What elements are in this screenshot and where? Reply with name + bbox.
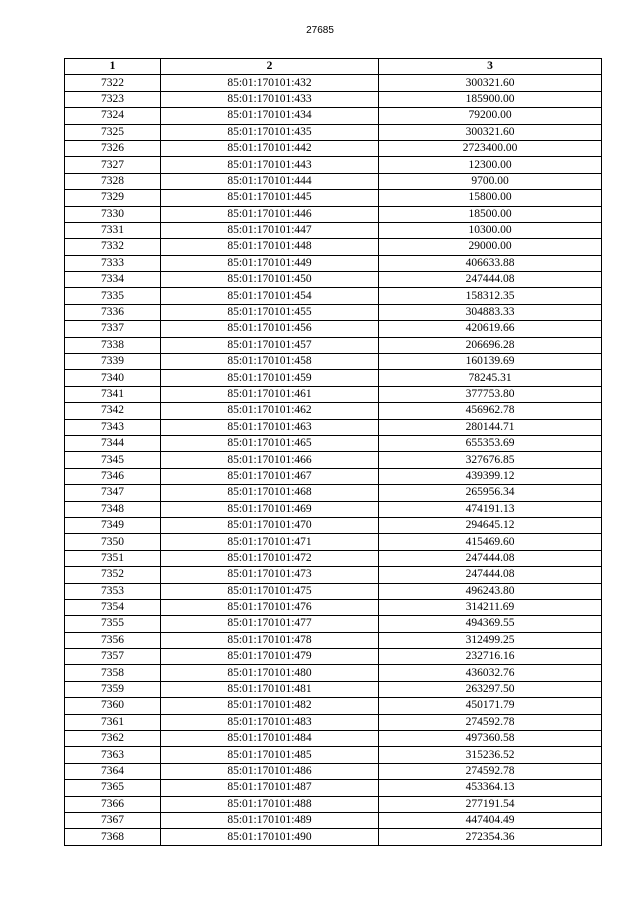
cadastral-number-cell: 85:01:170101:467 [161, 468, 379, 484]
table-row [65, 632, 602, 648]
table-row [65, 403, 602, 419]
value-cell: 2723400.00 [379, 140, 602, 156]
table-row [65, 337, 602, 353]
value-cell: 265956.34 [379, 485, 602, 501]
value-cell: 496243.80 [379, 583, 602, 599]
cadastral-number-cell: 85:01:170101:487 [161, 780, 379, 796]
row-number-cell: 7366 [65, 796, 161, 812]
value-cell: 315236.52 [379, 747, 602, 763]
cadastral-number-cell: 85:01:170101:477 [161, 616, 379, 632]
value-cell: 456962.78 [379, 403, 602, 419]
row-number-cell: 7364 [65, 763, 161, 779]
table-row [65, 272, 602, 288]
row-number-cell: 7324 [65, 108, 161, 124]
table-row [65, 370, 602, 386]
cadastral-number-cell: 85:01:170101:458 [161, 354, 379, 370]
value-cell: 655353.69 [379, 435, 602, 451]
value-cell: 158312.35 [379, 288, 602, 304]
row-number-cell: 7326 [65, 140, 161, 156]
row-number-cell: 7348 [65, 501, 161, 517]
cadastral-number-cell: 85:01:170101:462 [161, 403, 379, 419]
row-number-cell: 7361 [65, 714, 161, 730]
cadastral-number-cell: 85:01:170101:466 [161, 452, 379, 468]
row-number-cell: 7358 [65, 665, 161, 681]
value-cell: 304883.33 [379, 304, 602, 320]
value-cell: 206696.28 [379, 337, 602, 353]
table-header [65, 59, 602, 75]
table-row [65, 173, 602, 189]
value-cell: 277191.54 [379, 796, 602, 812]
value-cell: 78245.31 [379, 370, 602, 386]
value-cell: 274592.78 [379, 763, 602, 779]
value-cell: 300321.60 [379, 124, 602, 140]
table-row [65, 665, 602, 681]
cadastral-number-cell: 85:01:170101:480 [161, 665, 379, 681]
row-number-cell: 7340 [65, 370, 161, 386]
table-row [65, 140, 602, 156]
row-number-cell: 7351 [65, 550, 161, 566]
value-cell: 497360.58 [379, 731, 602, 747]
value-cell: 280144.71 [379, 419, 602, 435]
cadastral-number-cell: 85:01:170101:470 [161, 517, 379, 533]
row-number-cell: 7331 [65, 222, 161, 238]
cadastral-number-cell: 85:01:170101:490 [161, 829, 379, 845]
value-cell: 327676.85 [379, 452, 602, 468]
row-number-cell: 7345 [65, 452, 161, 468]
table-row [65, 190, 602, 206]
cadastral-number-cell: 85:01:170101:478 [161, 632, 379, 648]
cadastral-number-cell: 85:01:170101:459 [161, 370, 379, 386]
table-row [65, 255, 602, 271]
value-cell: 494369.55 [379, 616, 602, 632]
value-cell: 274592.78 [379, 714, 602, 730]
cadastral-number-cell: 85:01:170101:472 [161, 550, 379, 566]
cadastral-number-cell: 85:01:170101:434 [161, 108, 379, 124]
table-row [65, 796, 602, 812]
cadastral-number-cell: 85:01:170101:484 [161, 731, 379, 747]
row-number-cell: 7347 [65, 485, 161, 501]
table-row [65, 681, 602, 697]
row-number-cell: 7344 [65, 435, 161, 451]
value-cell: 79200.00 [379, 108, 602, 124]
value-cell: 10300.00 [379, 222, 602, 238]
row-number-cell: 7346 [65, 468, 161, 484]
value-cell: 247444.08 [379, 550, 602, 566]
value-cell: 160139.69 [379, 354, 602, 370]
value-cell: 406633.88 [379, 255, 602, 271]
table-row [65, 812, 602, 828]
value-cell: 415469.60 [379, 534, 602, 550]
cadastral-number-cell: 85:01:170101:435 [161, 124, 379, 140]
cadastral-number-cell: 85:01:170101:471 [161, 534, 379, 550]
cadastral-number-cell: 85:01:170101:446 [161, 206, 379, 222]
value-cell: 450171.79 [379, 698, 602, 714]
cadastral-number-cell: 85:01:170101:482 [161, 698, 379, 714]
cadastral-number-cell: 85:01:170101:485 [161, 747, 379, 763]
cadastral-number-cell: 85:01:170101:442 [161, 140, 379, 156]
value-cell: 436032.76 [379, 665, 602, 681]
header-row [65, 59, 602, 75]
cadastral-number-cell: 85:01:170101:450 [161, 272, 379, 288]
cadastral-number-cell: 85:01:170101:432 [161, 75, 379, 91]
cadastral-number-cell: 85:01:170101:433 [161, 91, 379, 107]
column-header-2: 2 [161, 59, 379, 75]
row-number-cell: 7356 [65, 632, 161, 648]
row-number-cell: 7353 [65, 583, 161, 599]
table-row [65, 468, 602, 484]
row-number-cell: 7322 [65, 75, 161, 91]
cadastral-number-cell: 85:01:170101:489 [161, 812, 379, 828]
cadastral-number-cell: 85:01:170101:447 [161, 222, 379, 238]
value-cell: 12300.00 [379, 157, 602, 173]
table-row [65, 124, 602, 140]
row-number-cell: 7334 [65, 272, 161, 288]
value-cell: 420619.66 [379, 321, 602, 337]
cadastral-number-cell: 85:01:170101:488 [161, 796, 379, 812]
cadastral-number-cell: 85:01:170101:476 [161, 599, 379, 615]
row-number-cell: 7367 [65, 812, 161, 828]
row-number-cell: 7355 [65, 616, 161, 632]
table-row [65, 567, 602, 583]
row-number-cell: 7360 [65, 698, 161, 714]
table-row [65, 583, 602, 599]
cadastral-number-cell: 85:01:170101:469 [161, 501, 379, 517]
table-row [65, 304, 602, 320]
cadastral-number-cell: 85:01:170101:475 [161, 583, 379, 599]
page-number: 27685 [306, 25, 334, 36]
cadastral-number-cell: 85:01:170101:463 [161, 419, 379, 435]
value-cell: 247444.08 [379, 272, 602, 288]
table-row [65, 763, 602, 779]
value-cell: 447404.49 [379, 812, 602, 828]
table-row [65, 157, 602, 173]
cadastral-number-cell: 85:01:170101:444 [161, 173, 379, 189]
row-number-cell: 7343 [65, 419, 161, 435]
cadastral-number-cell: 85:01:170101:445 [161, 190, 379, 206]
row-number-cell: 7362 [65, 731, 161, 747]
cadastral-number-cell: 85:01:170101:483 [161, 714, 379, 730]
cadastral-number-cell: 85:01:170101:473 [161, 567, 379, 583]
cadastral-number-cell: 85:01:170101:455 [161, 304, 379, 320]
table-row [65, 206, 602, 222]
table-row [65, 222, 602, 238]
column-header-1: 1 [65, 59, 161, 75]
row-number-cell: 7337 [65, 321, 161, 337]
table-row [65, 501, 602, 517]
value-cell: 377753.80 [379, 386, 602, 402]
cadastral-number-cell: 85:01:170101:454 [161, 288, 379, 304]
table-row [65, 649, 602, 665]
table-row [65, 599, 602, 615]
table-row [65, 419, 602, 435]
table-row [65, 354, 602, 370]
registry-table [64, 58, 602, 846]
value-cell: 232716.16 [379, 649, 602, 665]
row-number-cell: 7336 [65, 304, 161, 320]
row-number-cell: 7350 [65, 534, 161, 550]
cadastral-number-cell: 85:01:170101:449 [161, 255, 379, 271]
table-body [65, 75, 602, 845]
row-number-cell: 7363 [65, 747, 161, 763]
table-row [65, 534, 602, 550]
row-number-cell: 7325 [65, 124, 161, 140]
row-number-cell: 7323 [65, 91, 161, 107]
table-row [65, 485, 602, 501]
row-number-cell: 7338 [65, 337, 161, 353]
table-row [65, 550, 602, 566]
value-cell: 453364.13 [379, 780, 602, 796]
value-cell: 263297.50 [379, 681, 602, 697]
table-row [65, 747, 602, 763]
value-cell: 314211.69 [379, 599, 602, 615]
table-row [65, 829, 602, 845]
row-number-cell: 7339 [65, 354, 161, 370]
value-cell: 247444.08 [379, 567, 602, 583]
cadastral-number-cell: 85:01:170101:479 [161, 649, 379, 665]
row-number-cell: 7352 [65, 567, 161, 583]
table-row [65, 517, 602, 533]
cadastral-number-cell: 85:01:170101:457 [161, 337, 379, 353]
cadastral-number-cell: 85:01:170101:443 [161, 157, 379, 173]
row-number-cell: 7335 [65, 288, 161, 304]
row-number-cell: 7354 [65, 599, 161, 615]
table-row [65, 91, 602, 107]
cadastral-number-cell: 85:01:170101:465 [161, 435, 379, 451]
row-number-cell: 7359 [65, 681, 161, 697]
table-row [65, 75, 602, 91]
row-number-cell: 7341 [65, 386, 161, 402]
value-cell: 300321.60 [379, 75, 602, 91]
value-cell: 18500.00 [379, 206, 602, 222]
row-number-cell: 7333 [65, 255, 161, 271]
row-number-cell: 7342 [65, 403, 161, 419]
cadastral-number-cell: 85:01:170101:461 [161, 386, 379, 402]
table-row [65, 435, 602, 451]
value-cell: 439399.12 [379, 468, 602, 484]
table-row [65, 108, 602, 124]
cadastral-number-cell: 85:01:170101:481 [161, 681, 379, 697]
table-row [65, 239, 602, 255]
value-cell: 272354.36 [379, 829, 602, 845]
table-row [65, 386, 602, 402]
value-cell: 29000.00 [379, 239, 602, 255]
cadastral-number-cell: 85:01:170101:456 [161, 321, 379, 337]
value-cell: 474191.13 [379, 501, 602, 517]
value-cell: 294645.12 [379, 517, 602, 533]
row-number-cell: 7357 [65, 649, 161, 665]
cadastral-number-cell: 85:01:170101:468 [161, 485, 379, 501]
row-number-cell: 7368 [65, 829, 161, 845]
row-number-cell: 7327 [65, 157, 161, 173]
row-number-cell: 7329 [65, 190, 161, 206]
table-row [65, 321, 602, 337]
cadastral-number-cell: 85:01:170101:448 [161, 239, 379, 255]
table-row [65, 288, 602, 304]
table-row [65, 452, 602, 468]
column-header-3: 3 [379, 59, 602, 75]
row-number-cell: 7349 [65, 517, 161, 533]
table-row [65, 616, 602, 632]
value-cell: 312499.25 [379, 632, 602, 648]
value-cell: 9700.00 [379, 173, 602, 189]
table-row [65, 698, 602, 714]
cadastral-number-cell: 85:01:170101:486 [161, 763, 379, 779]
table-row [65, 780, 602, 796]
row-number-cell: 7330 [65, 206, 161, 222]
table-row [65, 714, 602, 730]
value-cell: 185900.00 [379, 91, 602, 107]
row-number-cell: 7328 [65, 173, 161, 189]
table-row [65, 731, 602, 747]
value-cell: 15800.00 [379, 190, 602, 206]
row-number-cell: 7365 [65, 780, 161, 796]
row-number-cell: 7332 [65, 239, 161, 255]
